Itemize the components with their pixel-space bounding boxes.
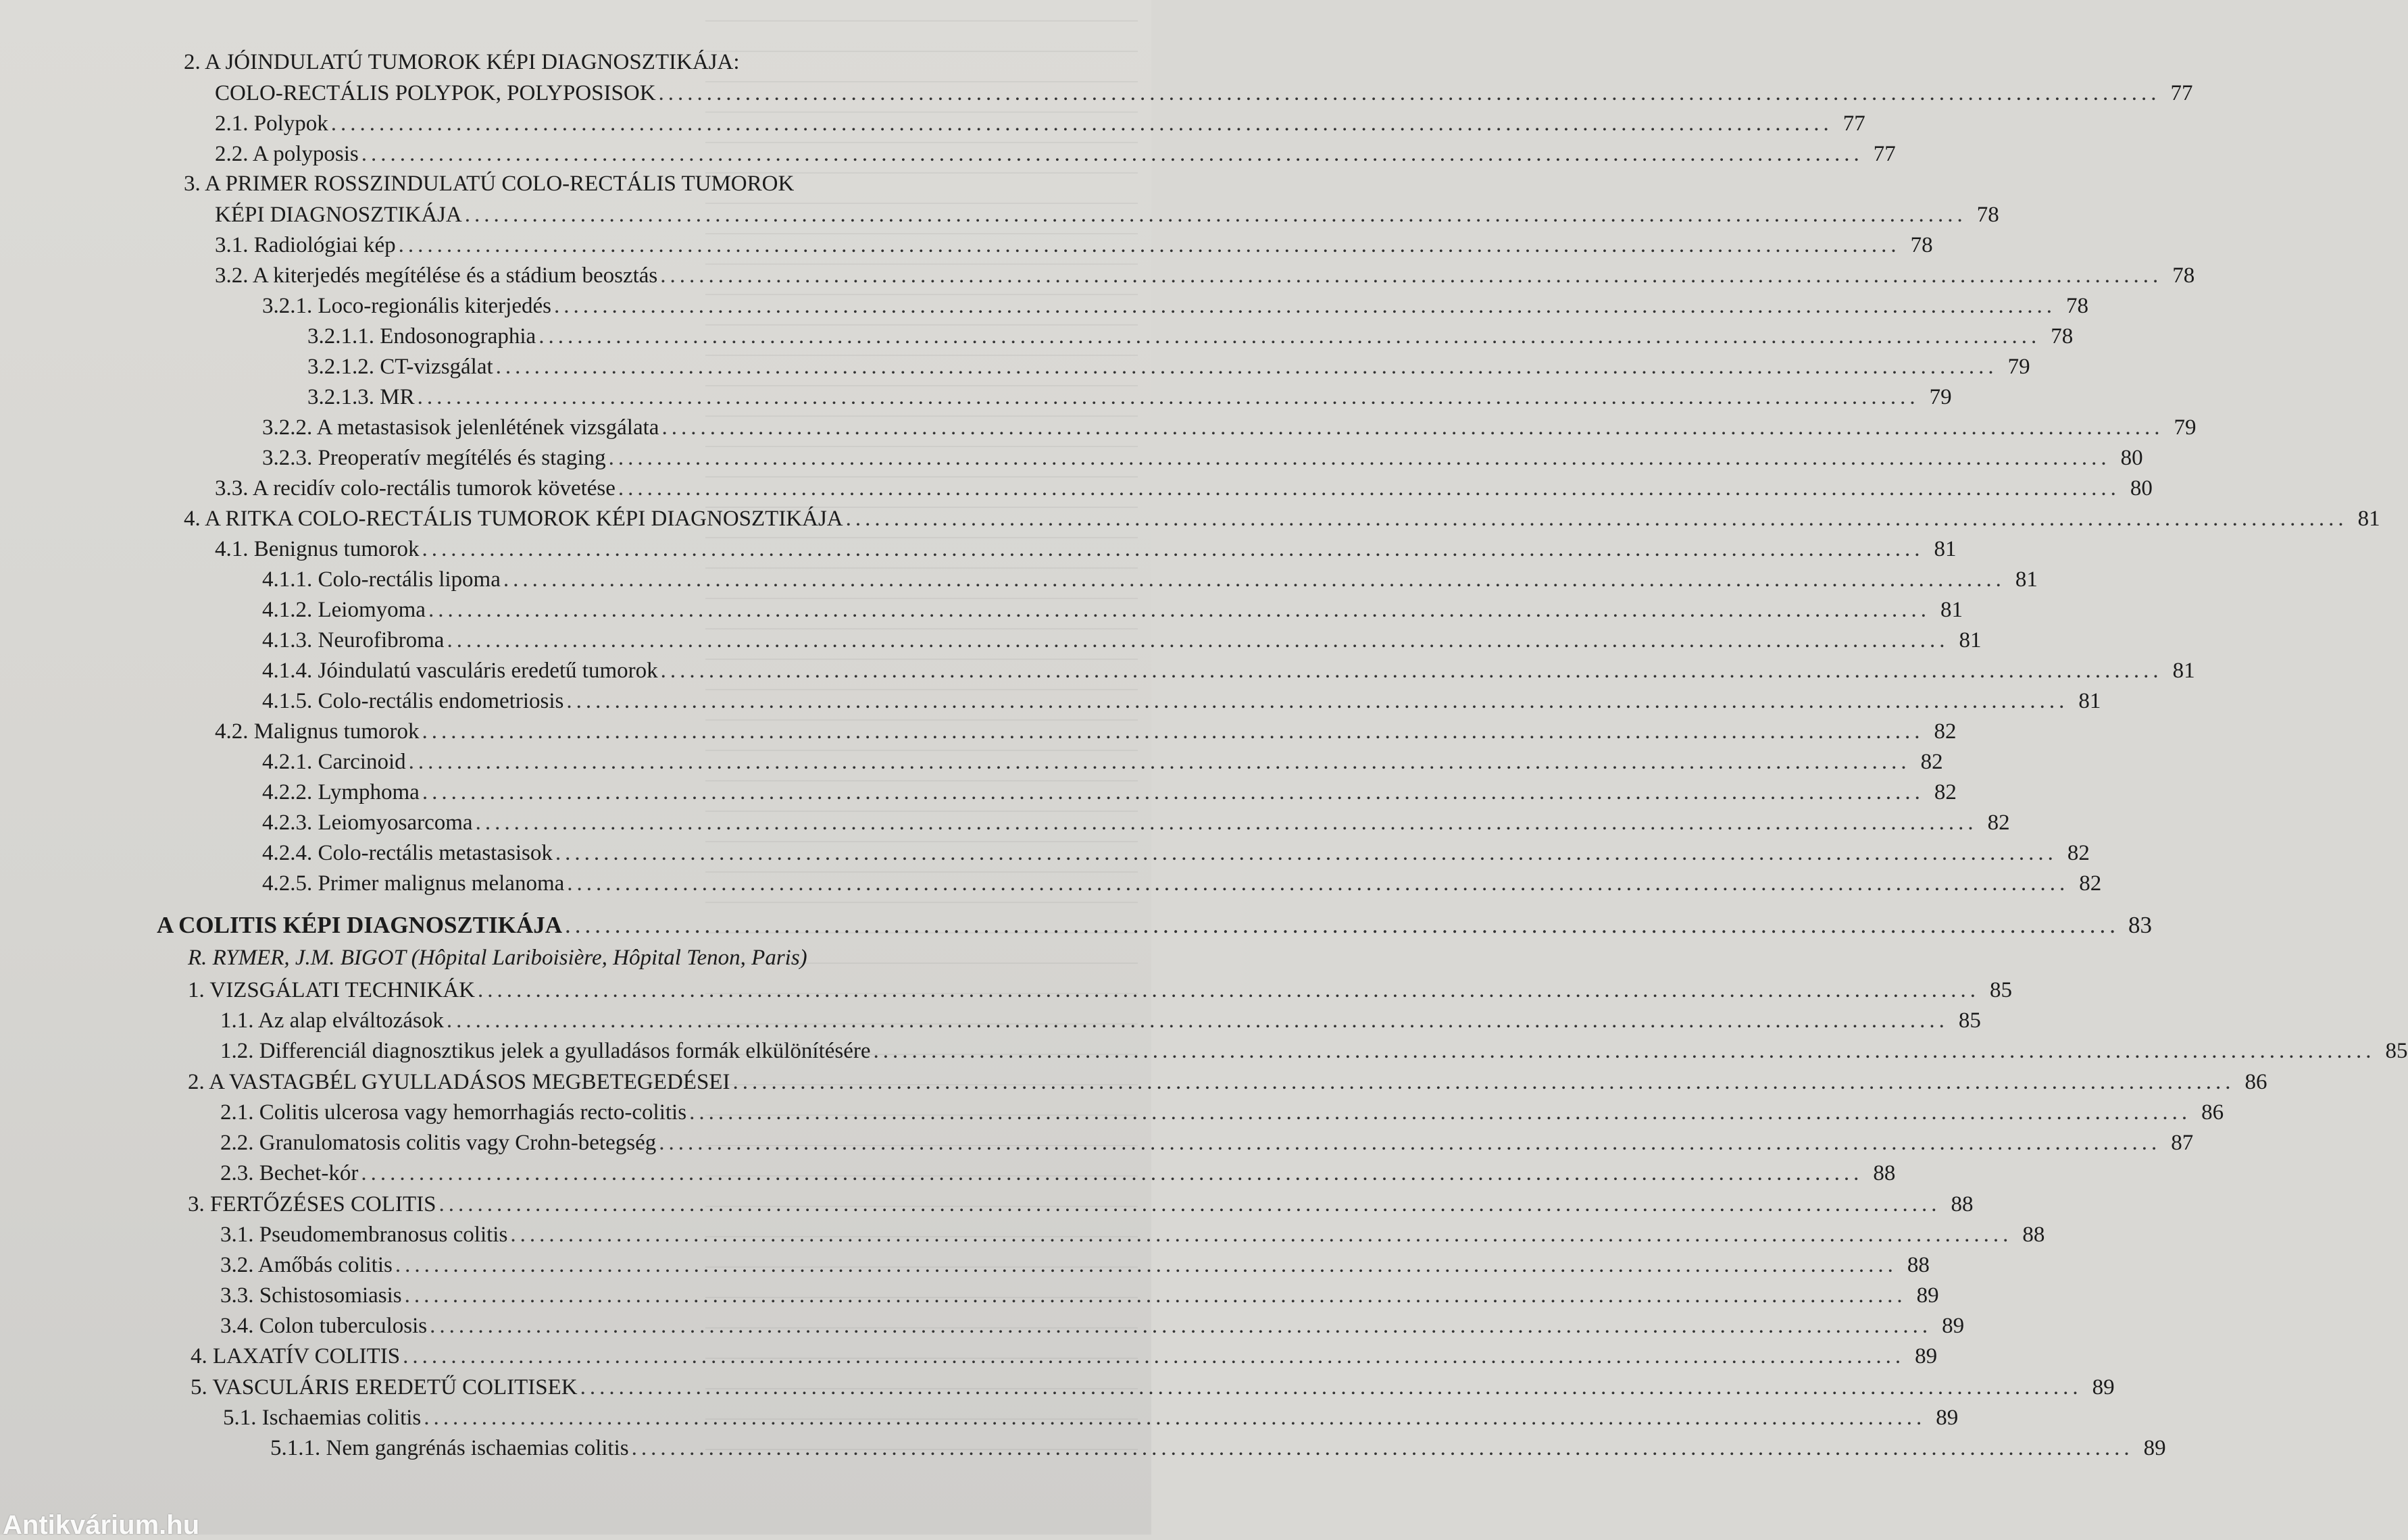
toc-entry-label: 3.3. A recidív colo-rectális tumorok követése bbox=[215, 476, 616, 500]
leader-dots: ............................................................................................................................................................ bbox=[361, 1161, 1863, 1185]
toc-page-number: 81 bbox=[1934, 537, 1957, 561]
toc-section3-title-line1: 3. A PRIMER ROSSZINDULATÚ COLO-RECTÁLIS TUMOROK bbox=[184, 172, 795, 196]
toc-entry-label: 4.1.1. Colo-rectális lipoma bbox=[262, 567, 501, 592]
toc-section2-title-line1: 2. A JÓINDULATÚ TUMOROK KÉPI DIAGNOSZTIKÁJA: bbox=[184, 50, 740, 74]
toc-page-number: 78 bbox=[2051, 324, 2074, 349]
toc-page-number: 85 bbox=[1958, 1008, 1981, 1033]
toc-entry[interactable] bbox=[215, 475, 2153, 502]
toc-entry[interactable] bbox=[262, 779, 1957, 806]
toc-page-number: 89 bbox=[2092, 1375, 2115, 1400]
toc-entry[interactable] bbox=[262, 748, 1943, 775]
toc-entry[interactable] bbox=[262, 566, 2038, 593]
toc-page-number: 82 bbox=[1987, 811, 2010, 835]
toc-page-number: 82 bbox=[1934, 719, 1957, 744]
toc-entry-label: 4. A RITKA COLO-RECTÁLIS TUMOROK KÉPI DIAGNOSZTIKÁJA bbox=[184, 507, 843, 531]
toc-entry-label: 4.1.3. Neurofibroma bbox=[262, 628, 445, 652]
toc-entry-label: 3. FERTŐZÉSES COLITIS bbox=[188, 1192, 436, 1216]
toc-page-number: 81 bbox=[1940, 598, 1963, 622]
toc-entry-label: 2.2. Granulomatosis colitis vagy Crohn-betegség bbox=[220, 1131, 657, 1155]
toc-entry-label: 4.2.1. Carcinoid bbox=[262, 750, 406, 774]
leader-dots: ............................................................................................................................................................ bbox=[631, 1436, 2134, 1460]
toc-entry-label: 3.2.1.1. Endosonographia bbox=[307, 324, 536, 349]
toc-chapter-entry[interactable] bbox=[157, 912, 2153, 939]
toc-entry[interactable] bbox=[215, 140, 1896, 168]
leader-dots: ............................................................................................................................................................ bbox=[424, 1406, 1926, 1430]
leader-dots: ............................................................................................................................................................ bbox=[873, 1039, 2376, 1063]
leader-dots: ............................................................................................................................................................ bbox=[422, 780, 1924, 804]
toc-page-number: 85 bbox=[2385, 1039, 2408, 1063]
leader-dots: ............................................................................................................................................................ bbox=[330, 111, 1833, 136]
toc-entry-label: 4.2.4. Colo-rectális metastasisok bbox=[262, 841, 553, 865]
toc-entry-label: 5.1.1. Nem gangrénás ischaemias colitis bbox=[270, 1436, 629, 1460]
leader-dots: ............................................................................................................................................................ bbox=[566, 689, 2069, 713]
leader-dots: ............................................................................................................................................................ bbox=[428, 598, 1930, 622]
toc-entry[interactable] bbox=[215, 110, 1865, 137]
toc-entry-label: 4.2.2. Lymphoma bbox=[262, 780, 420, 804]
leader-dots: ............................................................................................................................................................ bbox=[608, 446, 2111, 470]
toc-entry-label: 3.2.1.2. CT-vizsgálat bbox=[307, 355, 493, 379]
toc-entry[interactable] bbox=[184, 505, 2380, 532]
toc-entry[interactable] bbox=[262, 809, 2010, 836]
leader-dots: ............................................................................................................................................................ bbox=[403, 1344, 1905, 1368]
toc-entry-label: 3.1. Radiológiai kép bbox=[215, 233, 396, 257]
toc-page-number: 86 bbox=[2244, 1070, 2267, 1094]
leader-dots: ............................................................................................................................................................ bbox=[430, 1314, 1932, 1338]
toc-page-number: 79 bbox=[1929, 385, 1952, 409]
toc-entry-label: 4.2.3. Leiomyosarcoma bbox=[262, 811, 473, 835]
toc-entry[interactable] bbox=[215, 718, 1957, 745]
toc-entry-label: 3.1. Pseudomembranosus colitis bbox=[220, 1223, 508, 1247]
leader-dots: ............................................................................................................................................................ bbox=[538, 324, 2041, 349]
toc-entry-label: 4.1.5. Colo-rectális endometriosis bbox=[262, 689, 564, 713]
toc-entry-label: 3.2.1. Loco-regionális kiterjedés bbox=[262, 294, 551, 318]
leader-dots: ............................................................................................................................................................ bbox=[565, 912, 2120, 938]
toc-entry[interactable] bbox=[188, 1069, 2267, 1096]
toc-entry-label: KÉPI DIAGNOSZTIKÁJA bbox=[215, 203, 462, 227]
toc-page-number: 89 bbox=[2143, 1436, 2166, 1460]
toc-entry[interactable] bbox=[220, 1007, 1981, 1034]
toc-entry[interactable] bbox=[262, 596, 1963, 623]
toc-entry[interactable] bbox=[262, 292, 2088, 319]
toc-page-number: 86 bbox=[2201, 1100, 2224, 1125]
toc-page-number: 77 bbox=[1842, 111, 1865, 136]
toc-entry-label: 4.2.5. Primer malignus melanoma bbox=[262, 871, 565, 896]
leader-dots: ............................................................................................................................................................ bbox=[732, 1070, 2235, 1094]
toc-entry[interactable] bbox=[220, 1221, 2045, 1248]
toc-page-number: 77 bbox=[2170, 81, 2193, 105]
toc-entry[interactable] bbox=[262, 444, 2143, 471]
toc-page-number: 89 bbox=[1915, 1344, 1938, 1368]
toc-page-number: 79 bbox=[2007, 355, 2030, 379]
toc-page-number: 88 bbox=[1951, 1192, 1974, 1216]
leader-dots: ............................................................................................................................................................ bbox=[661, 415, 2164, 440]
toc-entry[interactable] bbox=[220, 1282, 1939, 1309]
toc-page-number: 78 bbox=[1976, 203, 1999, 227]
toc-page-number: 88 bbox=[1907, 1253, 1930, 1277]
leader-dots: ............................................................................................................................................................ bbox=[689, 1100, 2192, 1125]
toc-entry-label: 3.2. Amőbás colitis bbox=[220, 1253, 393, 1277]
toc-entry-label: 1.2. Differenciál diagnosztikus jelek a gyulladásos formák elkülönítésére bbox=[220, 1039, 871, 1063]
toc-entry-label: 4. LAXATÍV COLITIS bbox=[191, 1344, 401, 1368]
toc-page-number: 89 bbox=[1942, 1314, 1965, 1338]
toc-entry[interactable] bbox=[262, 657, 2195, 684]
chapter-title: A COLITIS KÉPI DIAGNOSZTIKÁJA bbox=[157, 912, 563, 938]
toc-page-number: 85 bbox=[1990, 978, 2013, 1002]
leader-dots: ............................................................................................................................................................ bbox=[464, 203, 1967, 227]
toc-entry[interactable] bbox=[270, 1435, 2166, 1462]
toc-entry-label: 1.1. Az alap elváltozások bbox=[220, 1008, 444, 1033]
toc-entry-label: COLO-RECTÁLIS POLYPOK, POLYPOSISOK bbox=[215, 81, 656, 105]
leader-dots: ............................................................................................................................................................ bbox=[553, 294, 2056, 318]
leader-dots: ............................................................................................................................................................ bbox=[658, 81, 2161, 105]
toc-entry-label: 1. VIZSGÁLATI TECHNIKÁK bbox=[188, 978, 476, 1002]
toc-page-number: 82 bbox=[1920, 750, 1943, 774]
toc-page-number: 82 bbox=[2067, 841, 2090, 865]
toc-page-number: 87 bbox=[2171, 1131, 2194, 1155]
toc-page-number: 78 bbox=[2172, 263, 2195, 288]
toc-entry[interactable] bbox=[220, 1129, 2194, 1156]
toc-entry[interactable] bbox=[215, 80, 2193, 107]
leader-dots: ............................................................................................................................................................ bbox=[446, 1008, 1949, 1033]
toc-entry-label: 5.1. Ischaemias colitis bbox=[223, 1406, 422, 1430]
toc-page-number: 89 bbox=[1916, 1283, 1939, 1308]
toc-page-number: 82 bbox=[1934, 780, 1957, 804]
toc-entry-label: 4.1.4. Jóindulatú vasculáris eredetű tumorok bbox=[262, 659, 658, 683]
toc-page-number: 88 bbox=[1873, 1161, 1896, 1185]
toc-entry-label: 3.2.2. A metastasisok jelenlétének vizsgálata bbox=[262, 415, 659, 440]
leader-dots: ............................................................................................................................................................ bbox=[495, 355, 1998, 379]
toc-page-number: 81 bbox=[2357, 507, 2380, 531]
toc-page-number: 82 bbox=[2079, 871, 2102, 896]
watermark: Antikvárium.hu bbox=[3, 1510, 200, 1540]
toc-entry[interactable] bbox=[262, 414, 2197, 441]
toc-page-number: 80 bbox=[2120, 446, 2143, 470]
leader-dots: ............................................................................................................................................................ bbox=[438, 1192, 1941, 1216]
leader-dots: ............................................................................................................................................................ bbox=[422, 719, 1924, 744]
toc-page-number: 78 bbox=[2065, 294, 2088, 318]
leader-dots: ............................................................................................................................................................ bbox=[395, 1253, 1897, 1277]
toc-entry-label: 2.3. Bechet-kór bbox=[220, 1161, 359, 1185]
toc-entry[interactable] bbox=[188, 977, 2013, 1004]
toc-entry-label: 3.2. A kiterjedés megítélése és a stádium beosztás bbox=[215, 263, 658, 288]
toc-entry-label: 4.2. Malignus tumorok bbox=[215, 719, 420, 744]
toc-page-number: 81 bbox=[2172, 659, 2195, 683]
toc-entry[interactable] bbox=[188, 1191, 1974, 1218]
toc-entry-label: 3.2.1.3. MR bbox=[307, 385, 415, 409]
toc-entry[interactable] bbox=[307, 323, 2074, 350]
leader-dots: ............................................................................................................................................................ bbox=[618, 476, 2120, 500]
toc-entry[interactable] bbox=[220, 1037, 2408, 1064]
toc-entry[interactable] bbox=[262, 840, 2090, 867]
toc-entry[interactable] bbox=[262, 870, 2102, 897]
toc-entry-label: 3.4. Colon tuberculosis bbox=[220, 1314, 428, 1338]
toc-entry[interactable] bbox=[220, 1160, 1896, 1187]
toc-entry[interactable] bbox=[191, 1343, 1938, 1370]
toc-entry[interactable] bbox=[220, 1252, 1930, 1279]
leader-dots: ............................................................................................................................................................ bbox=[659, 1131, 2161, 1155]
toc-entry[interactable] bbox=[215, 536, 1957, 563]
leader-dots: ............................................................................................................................................................ bbox=[567, 871, 2070, 896]
toc-entry-label: 4.1. Benignus tumorok bbox=[215, 537, 420, 561]
toc-page-number: 83 bbox=[2128, 912, 2153, 938]
leader-dots: ............................................................................................................................................................ bbox=[660, 263, 2163, 288]
toc-entry[interactable] bbox=[307, 384, 1952, 411]
toc-page-number: 77 bbox=[1873, 142, 1896, 166]
leader-dots: ............................................................................................................................................................ bbox=[503, 567, 2005, 592]
toc-entry-label: 2.1. Polypok bbox=[215, 111, 328, 136]
toc-entry[interactable] bbox=[262, 688, 2101, 715]
toc-entry[interactable] bbox=[220, 1312, 1965, 1339]
toc-entry[interactable] bbox=[220, 1099, 2224, 1126]
toc-entry-label: 4.1.2. Leiomyoma bbox=[262, 598, 426, 622]
leader-dots: ............................................................................................................................................................ bbox=[660, 659, 2163, 683]
leader-dots: ............................................................................................................................................................ bbox=[422, 537, 1924, 561]
leader-dots: ............................................................................................................................................................ bbox=[398, 233, 1901, 257]
toc-page-number: 80 bbox=[2130, 476, 2153, 500]
leader-dots: ............................................................................................................................................................ bbox=[417, 385, 1920, 409]
toc-entry-label: 3.2.3. Preoperatív megítélés és staging bbox=[262, 446, 606, 470]
toc-entry[interactable] bbox=[215, 201, 1999, 228]
toc-page-number: 88 bbox=[2022, 1223, 2045, 1247]
toc-entry[interactable] bbox=[223, 1404, 1959, 1431]
leader-dots: ............................................................................................................................................................ bbox=[478, 978, 1980, 1002]
toc-page-number: 81 bbox=[1959, 628, 1982, 652]
toc-entry[interactable] bbox=[215, 232, 1933, 259]
chapter-authors: R. RYMER, J.M. BIGOT (Hôpital Lariboisière, Hôpital Tenon, Paris) bbox=[188, 946, 807, 970]
toc-page-number: 78 bbox=[1910, 233, 1933, 257]
leader-dots: ............................................................................................................................................................ bbox=[555, 841, 2057, 865]
leader-dots: ............................................................................................................................................................ bbox=[361, 142, 1863, 166]
leader-dots: ............................................................................................................................................................ bbox=[580, 1375, 2082, 1400]
leader-dots: ............................................................................................................................................................ bbox=[408, 750, 1911, 774]
toc-page-number: 79 bbox=[2174, 415, 2197, 440]
toc-entry[interactable] bbox=[307, 353, 2030, 380]
toc-entry-label: 2.1. Colitis ulcerosa vagy hemorrhagiás recto-colitis bbox=[220, 1100, 687, 1125]
toc-entry-label: 2. A VASTAGBÉL GYULLADÁSOS MEGBETEGEDÉSEI bbox=[188, 1070, 730, 1094]
leader-dots: ............................................................................................................................................................ bbox=[404, 1283, 1907, 1308]
leader-dots: ............................................................................................................................................................ bbox=[475, 811, 1978, 835]
leader-dots: ............................................................................................................................................................ bbox=[447, 628, 1949, 652]
toc-entry-label: 5. VASCULÁRIS EREDETŰ COLITISEK bbox=[191, 1375, 578, 1400]
toc-entry[interactable] bbox=[215, 262, 2195, 289]
toc-page-number: 81 bbox=[2078, 689, 2101, 713]
toc-page-number: 89 bbox=[1936, 1406, 1959, 1430]
toc-entry-label: 3.3. Schistosomiasis bbox=[220, 1283, 402, 1308]
leader-dots: ............................................................................................................................................................ bbox=[845, 507, 2348, 531]
toc-entry-label: 2.2. A polyposis bbox=[215, 142, 359, 166]
toc-entry[interactable] bbox=[262, 627, 1982, 654]
toc-entry[interactable] bbox=[191, 1374, 2115, 1401]
toc-page-number: 81 bbox=[2015, 567, 2038, 592]
leader-dots: ............................................................................................................................................................ bbox=[510, 1223, 2013, 1247]
